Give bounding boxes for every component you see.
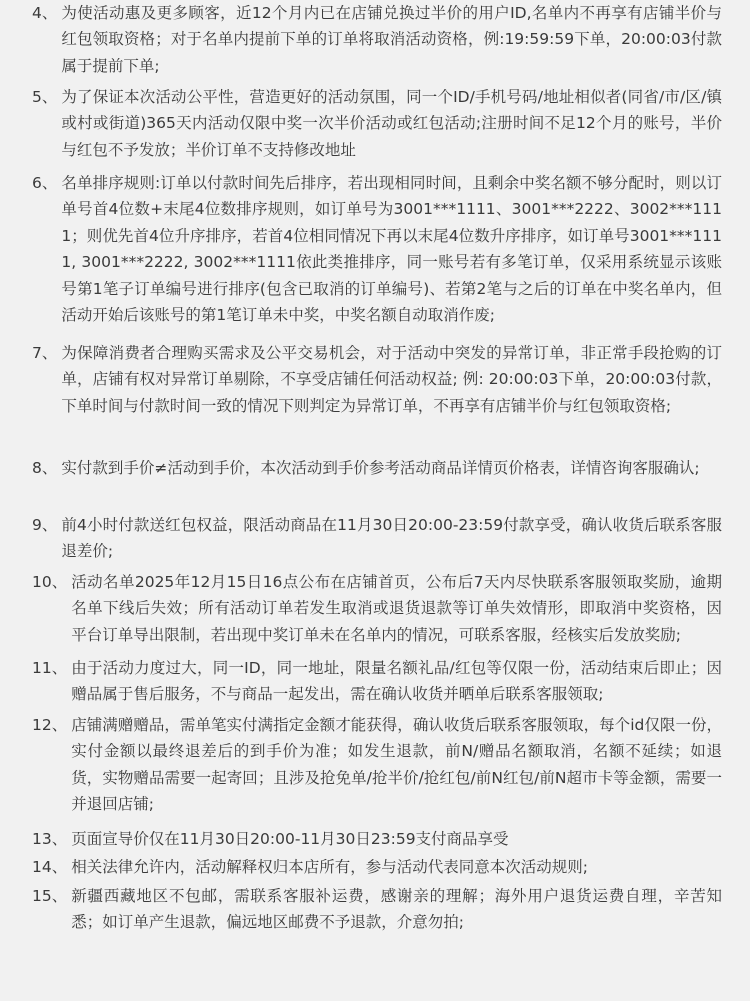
rule-text: 新疆西藏地区不包邮，需联系客服补运费，感谢亲的理解；海外用户退货运费自理，辛苦知悉；如订单产生退款，偏远地区邮费不予退款，介意勿拍; [71,887,722,932]
rule-item-6 [32,170,722,328]
rule-number: 7、 [32,344,58,362]
rule-item-11 [32,655,722,708]
rule-number: 6、 [32,174,58,192]
rule-item-10 [32,569,722,648]
rule-number: 4、 [32,4,58,22]
rule-item-8 [32,455,722,481]
rule-text: 为保障消费者合理购买需求及公平交易机会，对于活动中突发的异常订单，非正常手段抢购的订单，店铺有权对异常订单剔除，不享受店铺任何活动权益; 例: 20:00:03下单，20:00:03付款，下单时间与付款时间一致的情况下则判定为异常订单，不再享有店铺半价与红包领取资格; [61,344,722,415]
rule-text: 相关法律允许内，活动解释权归本店所有，参与活动代表同意本次活动规则; [71,858,588,876]
rule-item-12 [32,712,722,818]
rule-text: 名单排序规则:订单以付款时间先后排序，若出现相同时间，且剩余中奖名额不够分配时，则以订单号首4位数+末尾4位数排序规则，如订单号为3001***1111、3001***2222、3002***1111；则优先首4位升序排序，若首4位相同情况下再以末尾4位数升序排序，如订单号3001***1111, 3001***2222, 3002***1111依此类推排序，同一账号若有多笔订单，仅采用系统显示该账号第1笔子订单编号进行排序(包含已取消的订单编号)、若第2笔与之后的订单在中奖名单内，但活动开始后该账号的第1笔订单未中奖，中奖名额自动取消作废; [61,174,722,325]
rule-text: 页面宣导价仅在11月30日20:00-11月30日23:59支付商品享受 [71,830,509,848]
rule-number: 10、 [32,573,68,591]
rule-text: 店铺满赠赠品，需单笔实付满指定金额才能获得，确认收货后联系客服领取，每个id仅限一份，实付金额以最终退差后的到手价为准；如发生退款，前N/赠品名额取消，名额不延续；如退货，实物赠品需要一起寄回；且涉及抢免单/抢半价/抢红包/前N红包/前N超市卡等金额，需要一并退回店铺; [71,716,722,814]
rule-item-13 [32,826,722,852]
rule-text: 活动名单2025年12月15日16点公布在店铺首页，公布后7天内尽快联系客服领取奖励，逾期名单下线后失效；所有活动订单若发生取消或退货退款等订单失效情形，即取消中奖资格，因平台订单导出限制，若出现中奖订单未在名单内的情况，可联系客服，经核实后发放奖励; [71,573,722,644]
rule-number: 9、 [32,516,58,534]
rule-item-5 [32,84,722,163]
rule-text: 为使活动惠及更多顾客，近12个月内已在店铺兑换过半价的用户ID,名单内不再享有店铺半价与红包领取资格；对于名单内提前下单的订单将取消活动资格，例:19:59:59下单，20:00:03付款属于提前下单; [61,4,722,75]
rule-item-14 [32,854,722,880]
rule-number: 15、 [32,887,68,905]
rule-item-15 [32,883,722,936]
rule-number: 8、 [32,459,58,477]
rule-number: 5、 [32,88,58,106]
rule-number: 14、 [32,858,68,876]
rule-text: 由于活动力度过大，同一ID，同一地址，限量名额礼品/红包等仅限一份，活动结束后即止；因赠品属于售后服务，不与商品一起发出，需在确认收货并晒单后联系客服领取; [71,659,722,704]
rule-item-9 [32,512,722,565]
rule-item-4 [32,0,722,79]
rule-item-7 [32,340,722,419]
rule-text: 前4小时付款送红包权益，限活动商品在11月30日20:00-23:59付款享受，确认收货后联系客服退差价; [61,516,722,561]
rule-text: 为了保证本次活动公平性，营造更好的活动氛围，同一个ID/手机号码/地址相似者(同省/市/区/镇或村或街道)365天内活动仅限中奖一次半价活动或红包活动;注册时间不足12个月的账号，半价与红包不予发放；半价订单不支持修改地址 [61,88,722,159]
rule-number: 11、 [32,659,68,677]
rule-number: 13、 [32,830,68,848]
rule-number: 12、 [32,716,68,734]
rule-text: 实付款到手价≠活动到手价，本次活动到手价参考活动商品详情页价格表，详情咨询客服确认; [61,459,700,477]
